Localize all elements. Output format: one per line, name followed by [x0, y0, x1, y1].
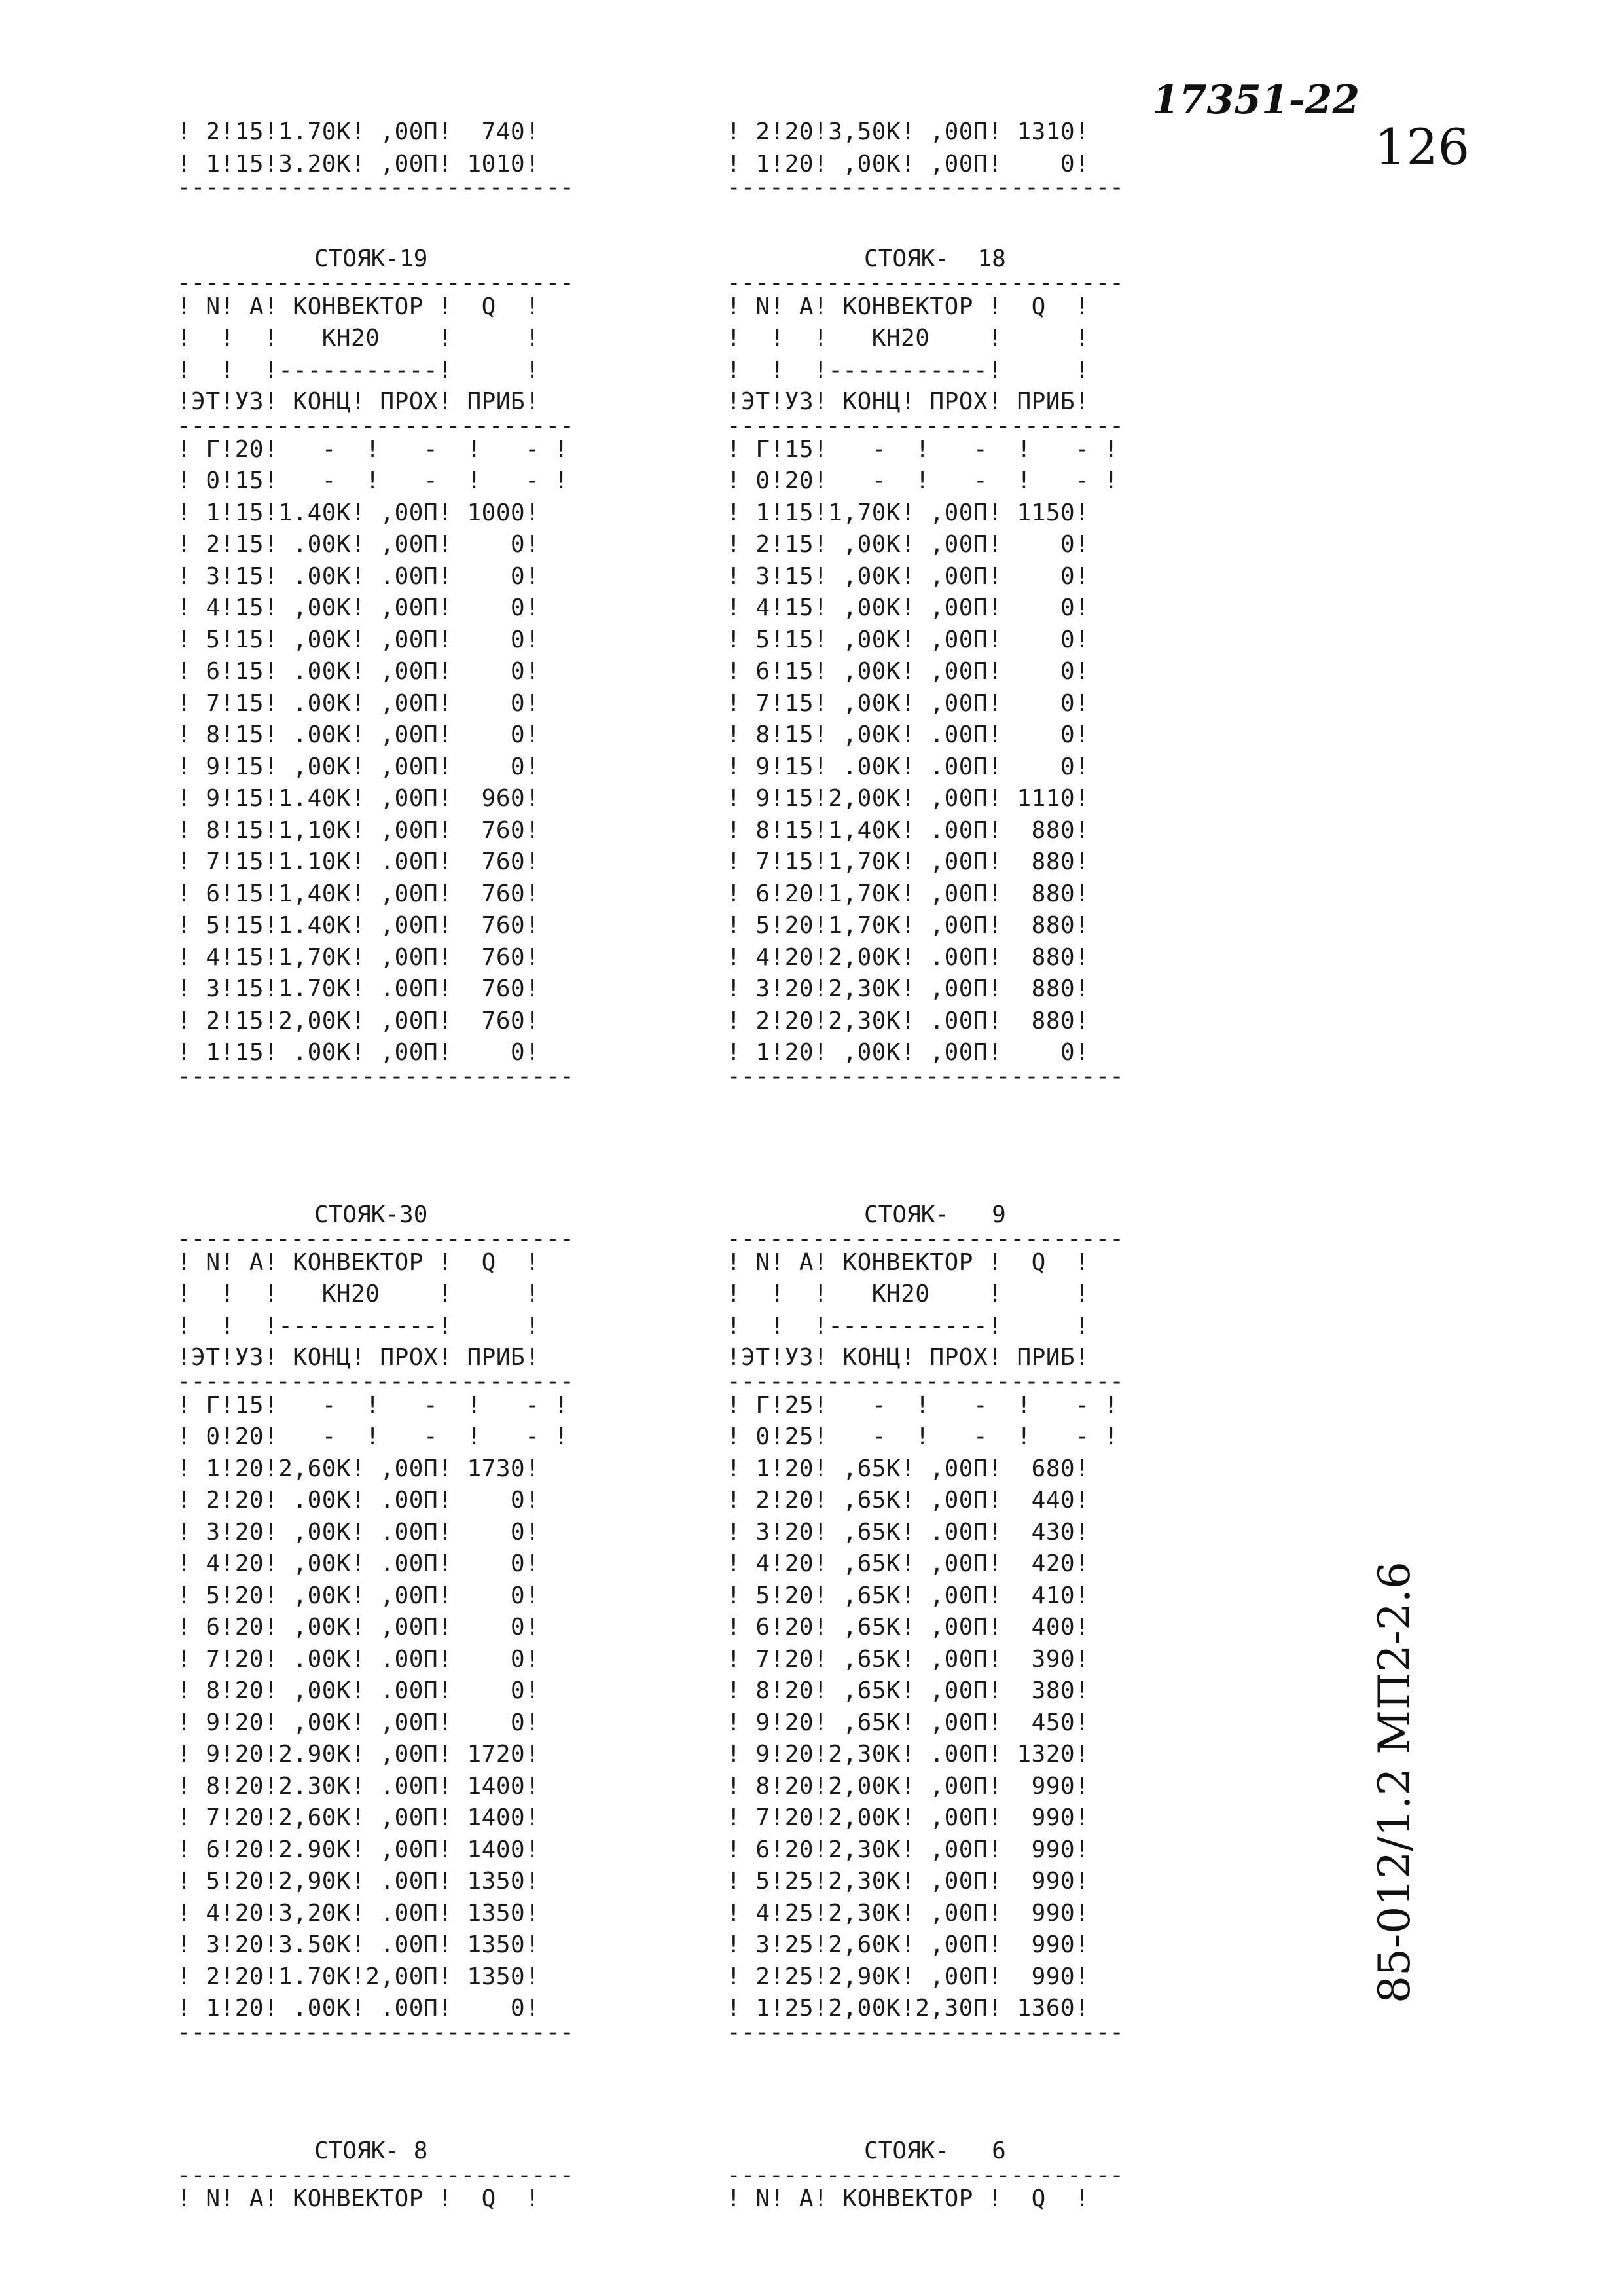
table-row: ! 3!15!1.70К! .00П! 760! — [177, 975, 540, 1002]
table-rule: ---------------------------- — [727, 1068, 1124, 1085]
table-header-row: ! N! А! КОНВЕКТОР ! Q ! — [727, 2185, 1090, 2212]
table-header-row: ! ! !-----------! ! — [177, 1312, 540, 1339]
table-row: ! 9!20!2,30К! .00П! 1320! — [727, 1741, 1090, 1768]
table-row: ! 0!20! - ! - ! - ! — [727, 467, 1119, 494]
table-row: ! 8!20!2.30К! .00П! 1400! — [177, 1772, 540, 1800]
table-row: ! 3!20! ,00К! .00П! 0! — [177, 1518, 540, 1546]
table-header-row: ! ! !-----------! ! — [177, 356, 540, 384]
side-document-code: 85-012/1.2 МП2-2.6 — [1369, 1561, 1420, 2003]
page-number: 126 — [1375, 118, 1470, 176]
table-row: ! 2!20! .00К! .00П! 0! — [177, 1487, 540, 1514]
riser-table-6 — [727, 2136, 1124, 2215]
table-row: ! 1!15!1.40К! ,00П! 1000! — [177, 499, 540, 526]
document-number: 17351-22 — [1152, 77, 1360, 123]
table-header-row: ! ! ! КН20 ! ! — [177, 1281, 540, 1307]
table-rule: ---------------------------- — [727, 180, 1124, 196]
table-rule: ---------------------------- — [177, 2167, 574, 2183]
table-row: ! 2!20! ,65К! ,00П! 440! — [727, 1487, 1090, 1514]
table-row: ! 6!20!2.90К! ,00П! 1400! — [177, 1836, 540, 1863]
table-row: ! 9!15!2,00К! ,00П! 1110! — [727, 785, 1090, 812]
table-row: ! 6!20! ,00К! ,00П! 0! — [177, 1614, 540, 1641]
table-row: ! 6!20! ,65К! ,00П! 400! — [727, 1614, 1090, 1641]
table-rule: ---------------------------- — [177, 180, 574, 196]
table-header-row: ! N! А! КОНВЕКТОР ! Q ! — [177, 1248, 540, 1276]
table-rule: ---------------------------- — [727, 2024, 1124, 2041]
table-rule: ---------------------------- — [177, 275, 574, 291]
table-row: ! 6!15! ,00К! ,00П! 0! — [727, 658, 1090, 685]
riser-table-19 — [177, 244, 574, 1085]
table-row: ! 6!15!1,40К! ,00П! 760! — [177, 880, 540, 907]
table-rule: ---------------------------- — [177, 418, 574, 434]
table-row: ! 2!15! ,00К! ,00П! 0! — [727, 531, 1090, 558]
table-row: ! 4!15!1,70К! ,00П! 760! — [177, 943, 540, 971]
table-row: ! 7!15!1.10К! .00П! 760! — [177, 848, 540, 875]
table-row: ! 4!20!3,20К! .00П! 1350! — [177, 1899, 540, 1927]
table-row: ! 5!20!1,70К! ,00П! 880! — [727, 912, 1090, 939]
table-row: ! 3!25!2,60К! ,00П! 990! — [727, 1931, 1090, 1958]
table-row: ! 1!20! ,00К! ,00П! 0! — [727, 150, 1090, 177]
table-row: ! 3!15! ,00К! ,00П! 0! — [727, 562, 1090, 590]
table-row: ! 3!20! ,65К! .00П! 430! — [727, 1518, 1090, 1546]
table-row: ! 7!15! .00К! ,00П! 0! — [177, 689, 540, 717]
table-rule: ---------------------------- — [727, 2167, 1124, 2183]
table-header-row: !ЭТ!УЗ! КОНЦ! ПРОХ! ПРИБ! — [727, 1344, 1090, 1371]
table-rule: ---------------------------- — [727, 275, 1124, 291]
table-row: ! 5!15! ,00К! ,00П! 0! — [177, 626, 540, 653]
table-row: ! 7!20!2,60К! ,00П! 1400! — [177, 1804, 540, 1831]
table-rule: ---------------------------- — [177, 1068, 574, 1085]
table-header-row: ! ! !-----------! ! — [727, 1312, 1090, 1339]
table-row: ! 7!20! .00К! .00П! 0! — [177, 1645, 540, 1673]
table-row: ! 9!15!1.40К! ,00П! 960! — [177, 785, 540, 812]
table-row: ! 4!20! ,65К! ,00П! 420! — [727, 1550, 1090, 1577]
riser-title: СТОЯК- 9 — [864, 1201, 1006, 1228]
table-row: ! 1!20! .00К! .00П! 0! — [177, 1995, 540, 2022]
table-row: ! 5!20! ,65К! ,00П! 410! — [727, 1582, 1090, 1609]
table-row: ! 8!15!1,40К! .00П! 880! — [727, 816, 1090, 844]
table-row: ! 0!25! - ! - ! - ! — [727, 1423, 1119, 1450]
table-row: ! 5!15! ,00К! ,00П! 0! — [727, 626, 1090, 653]
table-row: ! 2!25!2,90К! ,00П! 990! — [727, 1963, 1090, 1990]
table-row: ! 6!15! .00К! ,00П! 0! — [177, 658, 540, 685]
riser-title: СТОЯК- 8 — [314, 2138, 428, 2164]
table-row: ! 4!15! ,00К! ,00П! 0! — [177, 594, 540, 621]
table-header-row: ! N! А! КОНВЕКТОР ! Q ! — [177, 293, 540, 320]
table-header-row: ! ! ! КН20 ! ! — [727, 1281, 1090, 1307]
table-row: ! 8!20! ,65К! ,00П! 380! — [727, 1677, 1090, 1704]
table-row: ! 6!20!2,30К! ,00П! 990! — [727, 1836, 1090, 1863]
table-row: ! 7!15! ,00К! ,00П! 0! — [727, 689, 1090, 717]
table-row: ! 8!20! ,00К! .00П! 0! — [177, 1677, 540, 1704]
table-row: ! 9!15! ,00К! ,00П! 0! — [177, 753, 540, 780]
table-row: ! 7!15!1,70К! ,00П! 880! — [727, 848, 1090, 875]
table-row: ! 0!20! - ! - ! - ! — [177, 1423, 569, 1450]
table-rule: ---------------------------- — [177, 2024, 574, 2041]
table-row: ! 2!20!2,30К! .00П! 880! — [727, 1007, 1090, 1034]
riser-table-9 — [727, 1199, 1124, 2041]
table-rule: ---------------------------- — [727, 418, 1124, 434]
table-row: ! 4!20! ,00К! .00П! 0! — [177, 1550, 540, 1577]
riser-title: СТОЯК-30 — [314, 1201, 428, 1228]
table-header-row: !ЭТ!УЗ! КОНЦ! ПРОХ! ПРИБ! — [727, 388, 1090, 415]
table-rule: ---------------------------- — [727, 1231, 1124, 1247]
table-row: ! 2!20!3,50К! ,00П! 1310! — [727, 118, 1090, 145]
table-row: ! 1!20!2,60К! ,00П! 1730! — [177, 1455, 540, 1482]
table-row: ! 1!20! ,65К! ,00П! 680! — [727, 1455, 1090, 1482]
table-row: ! 1!15!3.20К! ,00П! 1010! — [177, 150, 540, 177]
table-row: ! 4!25!2,30К! ,00П! 990! — [727, 1899, 1090, 1927]
table-rule: ---------------------------- — [177, 1374, 574, 1390]
table-row: ! 3!20!2,30К! ,00П! 880! — [727, 975, 1090, 1002]
table-row: ! 2!15! .00К! ,00П! 0! — [177, 531, 540, 558]
table-row: ! 8!20!2,00К! ,00П! 990! — [727, 1772, 1090, 1800]
table-header-row: ! N! А! КОНВЕКТОР ! Q ! — [727, 293, 1090, 320]
table-row: ! 2!15!2,00К! ,00П! 760! — [177, 1007, 540, 1034]
table-row: ! 5!15!1.40К! ,00П! 760! — [177, 912, 540, 939]
riser-title: СТОЯК- 18 — [864, 246, 1006, 272]
table-row: ! 8!15!1,10К! ,00П! 760! — [177, 816, 540, 844]
riser-table-30 — [177, 1199, 574, 2041]
table-row: ! 4!20!2,00К! .00П! 880! — [727, 943, 1090, 971]
table-header-row: ! ! !-----------! ! — [727, 356, 1090, 384]
table-header-row: !ЭТ!УЗ! КОНЦ! ПРОХ! ПРИБ! — [177, 1344, 540, 1371]
riser-title: СТОЯК-19 — [314, 246, 428, 272]
table-row: ! 5!25!2,30К! ,00П! 990! — [727, 1868, 1090, 1895]
riser-table-8 — [177, 2136, 574, 2215]
table-row: ! 3!15! .00К! .00П! 0! — [177, 562, 540, 590]
table-row: ! 2!20!1.70К!2,00П! 1350! — [177, 1963, 540, 1990]
table-header-row: ! N! А! КОНВЕКТОР ! Q ! — [177, 2185, 540, 2212]
table-row: ! 9!15! .00К! .00П! 0! — [727, 753, 1090, 780]
top-left-fragment — [177, 117, 574, 196]
table-row: ! 4!15! ,00К! ,00П! 0! — [727, 594, 1090, 621]
table-row: ! 0!15! - ! - ! - ! — [177, 467, 569, 494]
table-row: ! Г!15! - ! - ! - ! — [727, 435, 1119, 463]
table-row: ! 3!20!3.50К! .00П! 1350! — [177, 1931, 540, 1958]
table-row: ! 8!15! ,00К! .00П! 0! — [727, 721, 1090, 748]
table-header-row: !ЭТ!УЗ! КОНЦ! ПРОХ! ПРИБ! — [177, 388, 540, 415]
table-row: ! Г!15! - ! - ! - ! — [177, 1391, 569, 1419]
table-row: ! Г!25! - ! - ! - ! — [727, 1391, 1119, 1419]
riser-table-18 — [727, 244, 1124, 1085]
table-row: ! 9!20! ,65К! ,00П! 450! — [727, 1709, 1090, 1736]
table-row: ! 1!25!2,00К!2,30П! 1360! — [727, 1995, 1090, 2022]
table-header-row: ! ! ! КН20 ! ! — [727, 325, 1090, 352]
table-header-row: ! N! А! КОНВЕКТОР ! Q ! — [727, 1248, 1090, 1276]
table-row: ! 2!15!1.70К! ,00П! 740! — [177, 118, 540, 145]
top-right-fragment — [727, 117, 1124, 196]
table-row: ! 1!15! .00К! ,00П! 0! — [177, 1039, 540, 1066]
table-header-row: ! ! ! КН20 ! ! — [177, 325, 540, 352]
table-row: ! 9!20! ,00К! ,00П! 0! — [177, 1709, 540, 1736]
table-row: ! 1!20! ,00К! ,00П! 0! — [727, 1039, 1090, 1066]
table-row: ! 8!15! .00К! ,00П! 0! — [177, 721, 540, 748]
table-row: ! 5!20! ,00К! ,00П! 0! — [177, 1582, 540, 1609]
table-row: ! 5!20!2,90К! .00П! 1350! — [177, 1868, 540, 1895]
riser-title: СТОЯК- 6 — [864, 2138, 1006, 2164]
table-rule: ---------------------------- — [177, 1231, 574, 1247]
table-row: ! 7!20! ,65К! ,00П! 390! — [727, 1645, 1090, 1673]
table-row: ! Г!20! - ! - ! - ! — [177, 435, 569, 463]
table-row: ! 1!15!1,70К! ,00П! 1150! — [727, 499, 1090, 526]
table-row: ! 9!20!2.90К! ,00П! 1720! — [177, 1741, 540, 1768]
table-row: ! 7!20!2,00К! ,00П! 990! — [727, 1804, 1090, 1831]
table-rule: ---------------------------- — [727, 1374, 1124, 1390]
table-row: ! 6!20!1,70К! ,00П! 880! — [727, 880, 1090, 907]
